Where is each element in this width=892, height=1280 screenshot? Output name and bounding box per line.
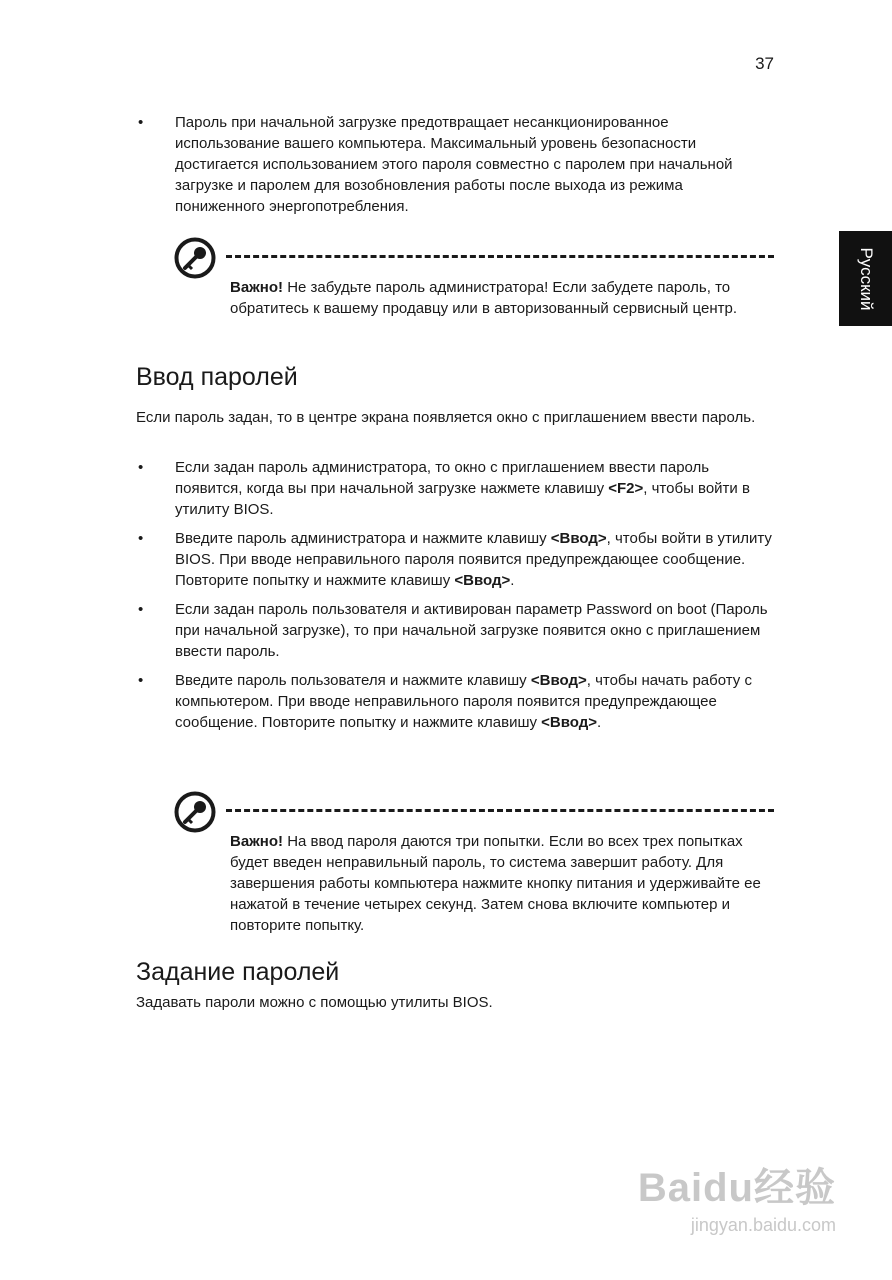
list-item-text: Если задан пароль администратора, то окно с приглашением ввести пароль появится, когда вы при начальной загрузке нажмете клавишу: [175, 459, 710, 497]
watermark-logo: Baidu经验: [637, 1166, 836, 1210]
key-name: <Ввод>: [454, 572, 511, 589]
key-name: <Ввод>: [530, 672, 587, 689]
list-item-text: Пароль при начальной загрузке предотвращает несанкционированное использование вашего компьютера. Максимальный уровень безопасности достигается использованием этого пароля совместно с паролем при начальной загрузке и паролем для возобновления работы после выхода из режима пониженного энергопотребления.: [175, 114, 733, 215]
bullet-list-passwords: [136, 457, 776, 741]
bullet-list-top: [136, 112, 776, 225]
key-icon: [174, 791, 216, 833]
note-body: Не забудьте пароль администратора! Если забудете пароль, то обратитесь к вашему продавцу или в авторизованный сервисный центр.: [230, 279, 737, 317]
list-item-text: Введите пароль администратора и нажмите клавишу: [175, 530, 551, 547]
section-title: Ввод паролей: [136, 363, 298, 391]
watermark: [638, 1156, 836, 1236]
key-name: <F2>: [608, 480, 644, 497]
note-text: [230, 831, 774, 936]
note-body: На ввод пароля даются три попытки. Если во всех трех попытках будет введен неправильный пароль, то система завершит работу. Для завершения работы компьютера нажмите кнопку питания и удерживайте ее нажатой в течение четырех секунд. Затем снова включите компьютер и повторите попытку.: [230, 833, 761, 934]
note-text: [230, 277, 774, 319]
watermark-url: jingyan.baidu.com: [690, 1215, 836, 1235]
key-icon: [174, 237, 216, 279]
bullet-dot: •: [138, 601, 144, 618]
section-intro: Задавать пароли можно с помощью утилиты BIOS.: [136, 994, 493, 1011]
note-label: Важно!: [230, 279, 284, 296]
bullet-dot: •: [138, 672, 144, 689]
list-item-text: , чтобы войти в утилиту BIOS.: [175, 480, 750, 518]
bullet-dot: •: [138, 114, 144, 131]
language-tab-label: Русский: [856, 246, 876, 311]
key-name: <Ввод>: [541, 714, 598, 731]
list-item-text: Введите пароль пользователя и нажмите клавишу: [175, 672, 531, 689]
list-item: [136, 670, 776, 733]
page-number: 37: [755, 54, 774, 73]
bullet-dot: •: [138, 530, 144, 547]
note-divider: [226, 255, 774, 258]
bullet-dot: •: [138, 459, 144, 476]
note-label: Важно!: [230, 833, 284, 850]
list-item-text: .: [597, 714, 602, 731]
list-item: [136, 112, 776, 217]
key-name: <Ввод>: [550, 530, 607, 547]
list-item-text: , чтобы начать работу с компьютером. При вводе неправильного пароля появится предупреждающее сообщение. Повторите попытку и нажмите клавишу: [175, 672, 752, 731]
list-item: [136, 457, 776, 520]
list-item-text: .: [510, 572, 515, 589]
list-item: [136, 528, 776, 591]
note-divider: [226, 809, 774, 812]
list-item: [136, 599, 776, 662]
language-tab: [839, 231, 892, 326]
section-intro: Если пароль задан, то в центре экрана появляется окно с приглашением ввести пароль.: [136, 409, 756, 426]
list-item-text: Если задан пароль пользователя и активирован параметр Password on boot (Пароль при начальной загрузке), то при начальной загрузке появится окно с приглашением ввести пароль.: [175, 601, 768, 660]
list-item-text: , чтобы войти в утилиту BIOS. При вводе неправильного пароля появится предупреждающее сообщение. Повторите попытку и нажмите клавишу: [175, 530, 772, 589]
section-title: Задание паролей: [136, 958, 340, 986]
